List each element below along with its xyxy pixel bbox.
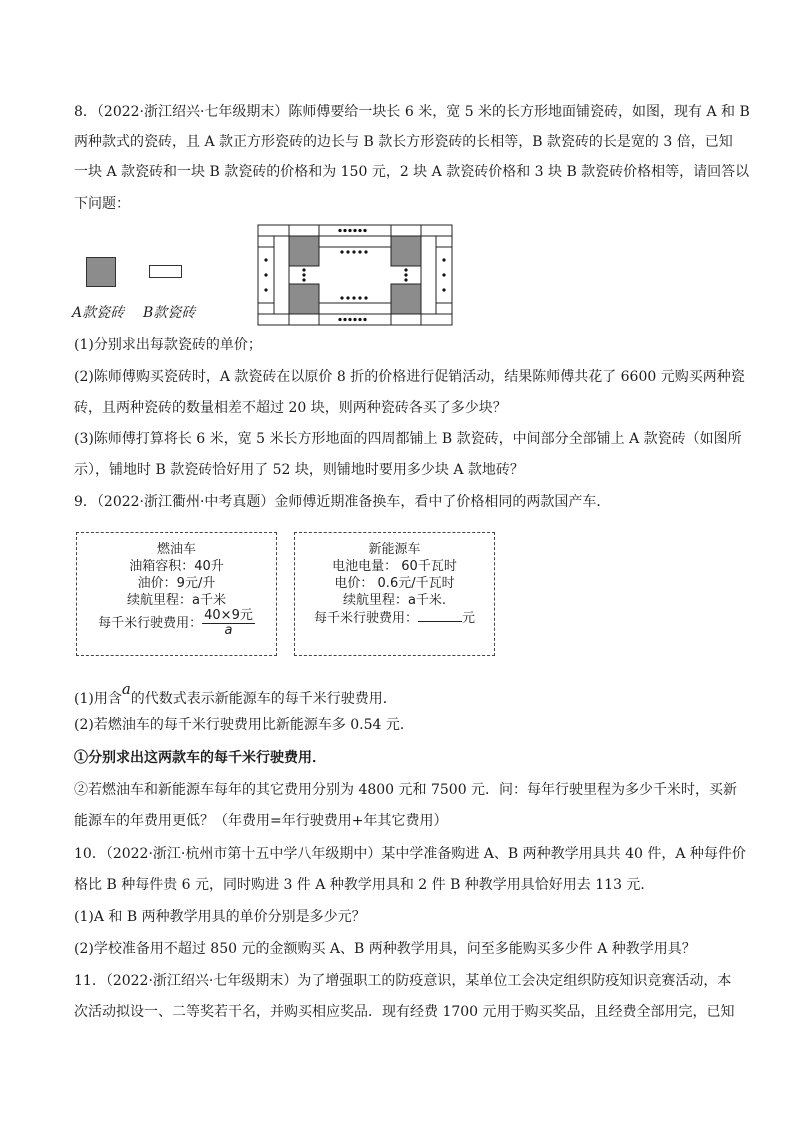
fuel-price: 油价：9元/升 [137, 576, 216, 591]
fuel-cost-label: 每千米行驶费用： [98, 616, 203, 631]
fuel-car-title: 燃油车 [156, 542, 196, 557]
q9-sub2-2b: 能源车的年费用更低？（年费用=年行驶费用+年其它费用） [74, 813, 448, 829]
fuel-tank-capacity: 油箱容积：40升 [129, 559, 224, 574]
label-tile-b: B款瓷砖 [143, 305, 196, 321]
q9-sub2: (2)若燃油车的每千米行驶费用比新能源车多 0.54 元． [74, 717, 414, 733]
q10-sub1: (1)A 和 B 两种教学用具的单价分别是多少元？ [74, 909, 366, 925]
q9-sub1: (1)用含a的代数式表示新能源车的每千米行驶费用． [74, 680, 397, 707]
label-tile-a: A款瓷砖 [72, 305, 125, 321]
fuel-range: 续航里程：a千米 [127, 593, 226, 608]
q9-line1: 9．（2022·浙江衢州·中考真题）金师傅近期准备换车，看中了价格相同的两款国产车． [74, 494, 611, 510]
ev-cost-label: 每千米行驶费用： [313, 611, 418, 626]
ev-cost-blank [418, 609, 462, 622]
ev-title: 新能源车 [368, 542, 421, 557]
fuel-cost-per-km [77, 609, 276, 638]
q10-line2: 格比 B 种每件贵 6 元，同时购进 3 件 A 种教学用具和 2 件 B 种教学用具恰好用去 113 元． [74, 877, 655, 893]
q9-sub2-2a: ②若燃油车和新能源车每年的其它费用分别为 4800 元和 7500 元．问：每年行驶里程为多少千米时，买新 [74, 782, 738, 798]
q8-sub3a: (3)陈师傅打算将长 6 米，宽 5 米长方形地面的四周都铺上 B 款瓷砖，中间部分全部铺上 A 款瓷砖（如图所 [74, 431, 742, 447]
q10-line1: 10．（2022·浙江·杭州市第十五中学八年级期中）某中学准备购进 A、B 两种教学用具共 40 件，A 种每件价 [74, 846, 746, 862]
tile-a-sample [86, 257, 116, 287]
ev-cost-per-km [295, 609, 494, 627]
q8-sub3b: 示），铺地时 B 款瓷砖恰好用了 52 块，则铺地时要用多少块 A 款地砖？ [74, 462, 524, 478]
q8-line3: 一块 A 款瓷砖和一块 B 款瓷砖的价格和为 150 元，2 块 A 款瓷砖价格和 3 块 B 款瓷砖价格相等，请回答以 [74, 164, 750, 180]
q8-sub2a: (2)陈师傅购买瓷砖时，A 款瓷砖在以原价 8 折的价格进行促销活动，结果陈师傅共花了 6600 元购买两种瓷 [74, 369, 745, 385]
tile-b-sample [149, 265, 182, 278]
q9-sub2-1: ①分别求出这两款车的每千米行驶费用． [74, 750, 326, 766]
ev-price: 电价： 0.6元/千瓦时 [334, 576, 455, 591]
q8-line2: 两种款式的瓷砖，且 A 款正方形瓷砖的边长与 B 款长方形瓷砖的长相等，B 款瓷砖的长是宽的 3 倍，已知 [74, 134, 733, 150]
q8-sub1: (1)分别求出每款瓷砖的单价； [74, 337, 262, 353]
q11-line2: 次活动拟设一、二等奖若干名，并购买相应奖品．现有经费 1700 元用于购买奖品，且经费全部用完，已知 [74, 1004, 735, 1020]
ev-box [294, 532, 495, 656]
var-a: a [121, 680, 131, 698]
fuel-cost-numerator: 40×9元 [204, 608, 253, 623]
q10-sub2: (2)学校准备用不超过 850 元的金额购买 A、B 两种教学用具，问至多能购买多少件 A 种教学用具？ [74, 941, 696, 957]
q8-line4: 下问题： [74, 196, 130, 212]
q11-line1: 11．（2022·浙江绍兴·七年级期末）为了增强职工的防疫意识，某单位工会决定组织防疫知识竞赛活动，本 [74, 973, 732, 989]
floor-tiling-diagram [257, 224, 453, 326]
ev-cost-unit: 元 [462, 611, 476, 626]
fuel-car-box [76, 532, 277, 656]
q8-line1: 8．（2022·浙江绍兴·七年级期末）陈师傅要给一块长 6 米，宽 5 米的长方形地面铺瓷砖，如图，现有 A 和 B [74, 104, 750, 120]
fuel-cost-fraction [202, 609, 255, 638]
ev-range: 续航里程：a千米. [342, 593, 447, 608]
q8-sub2b: 砖，且两种瓷砖的数量相差不超过 20 块，则两种瓷砖各买了多少块？ [74, 400, 507, 416]
fuel-cost-denominator: a [224, 623, 233, 638]
ev-battery: 电池电量： 60千瓦时 [332, 559, 457, 574]
